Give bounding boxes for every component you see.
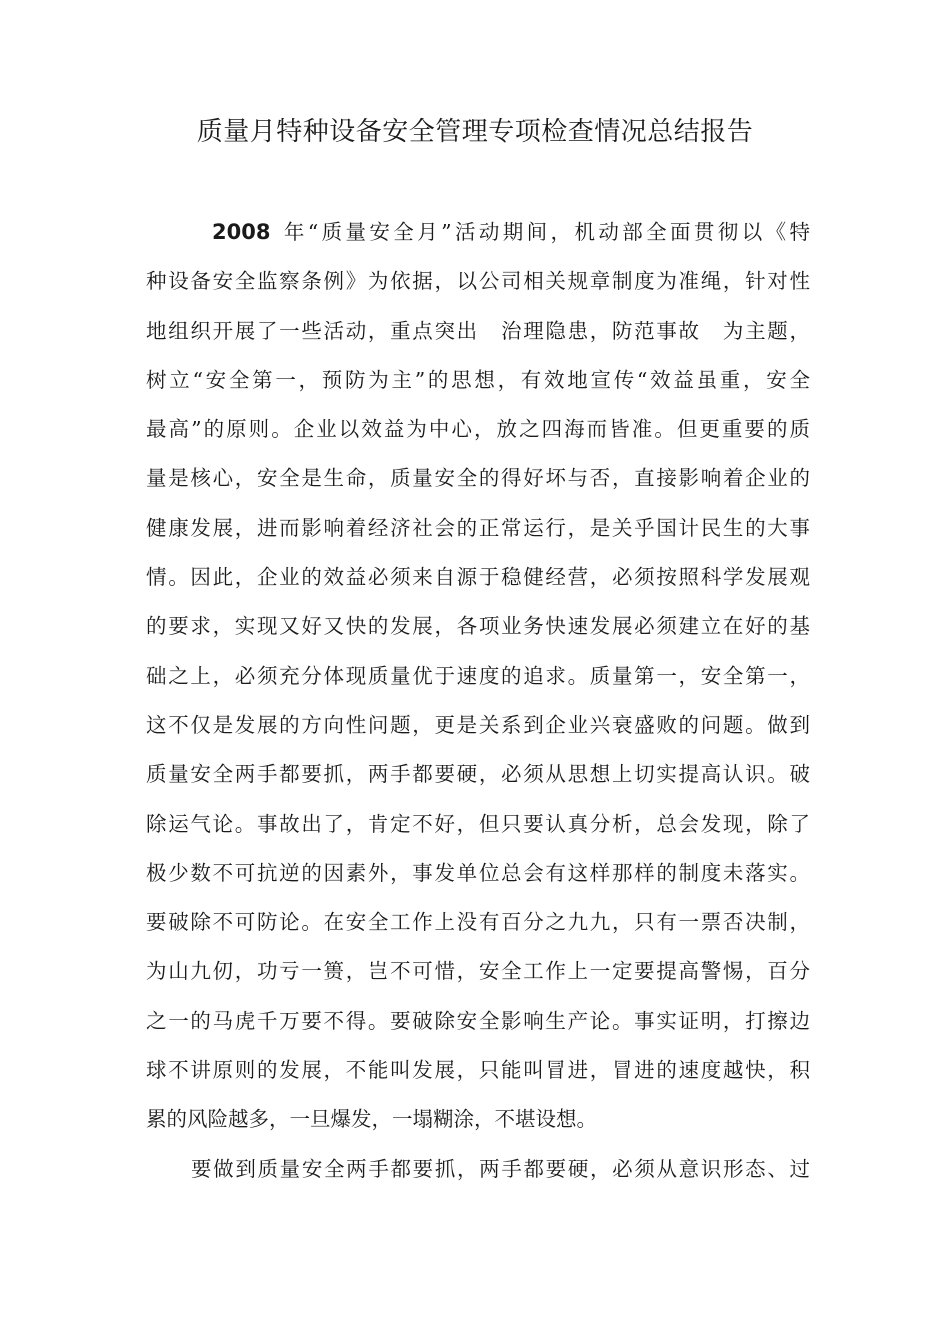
- paragraph-line: 球不讲原则的发展，不能叫发展，只能叫冒进，冒进的速度越快，积: [146, 1058, 810, 1083]
- paragraph-line: 健康发展，进而影响着经济社会的正常运行，是关乎国计民生的大事: [146, 515, 810, 540]
- paragraph-line: 要做到质量安全两手都要抓，两手都要硬，必须从意识形态、过: [191, 1156, 810, 1181]
- year-text: 2008: [212, 220, 271, 244]
- paragraph-line: 树立“安全第一，预防为主”的思想，有效地宣传“效益虽重，安全: [146, 367, 810, 392]
- paragraph-line: 除运气论。事故出了，肯定不好，但只要认真分析，总会发现，除了: [146, 811, 810, 836]
- paragraph-1: [146, 216, 810, 1153]
- paragraph-line: 情。因此，企业的效益必须来自源于稳健经营，必须按照科学发展观: [146, 565, 810, 590]
- paragraph-line: 这不仅是发展的方向性问题，更是关系到企业兴衰盛败的问题。做到: [146, 712, 810, 737]
- paragraph-line: 最高”的原则。企业以效益为中心，放之四海而皆准。但更重要的质: [146, 417, 810, 442]
- paragraph-line: 地组织开展了一些活动，重点突出 治理隐患，防范事故 为主题，: [146, 318, 810, 343]
- paragraph-line: [146, 216, 810, 265]
- paragraph-line: 为山九仞，功亏一篑，岂不可惜，安全工作上一定要提高警惕，百分: [146, 959, 810, 984]
- paragraph-line: 之一的马虎千万要不得。要破除安全影响生产论。事实证明，打擦边: [146, 1008, 810, 1033]
- paragraph-line: 极少数不可抗逆的因素外，事发单位总会有这样那样的制度未落实。: [146, 860, 810, 885]
- paragraph-line: 种设备安全监察条例》为依据，以公司相关规章制度为准绳，针对性: [146, 269, 810, 294]
- paragraph-line: 的要求，实现又好又快的发展，各项业务快速发展必须建立在好的基: [146, 614, 810, 639]
- paragraph-line: 础之上，必须充分体现质量优于速度的追求。质量第一，安全第一，: [146, 663, 810, 688]
- document-title: 质量月特种设备安全管理专项检查情况总结报告: [196, 117, 754, 147]
- paragraph-line: 要破除不可防论。在安全工作上没有百分之九九，只有一票否决制，: [146, 910, 810, 935]
- paragraph-line: 累的风险越多，一旦爆发，一塌糊涂，不堪设想。: [146, 1107, 597, 1132]
- document-body: [146, 216, 810, 1202]
- paragraph-line: 质量安全两手都要抓，两手都要硬，必须从思想上切实提高认识。破: [146, 762, 810, 787]
- line-text: 年“质量安全月”活动期间，机动部全面贯彻以《特: [280, 220, 810, 244]
- paragraph-2: [146, 1153, 810, 1202]
- paragraph-line: 量是核心，安全是生命，质量安全的得好坏与否，直接影响着企业的: [146, 466, 810, 491]
